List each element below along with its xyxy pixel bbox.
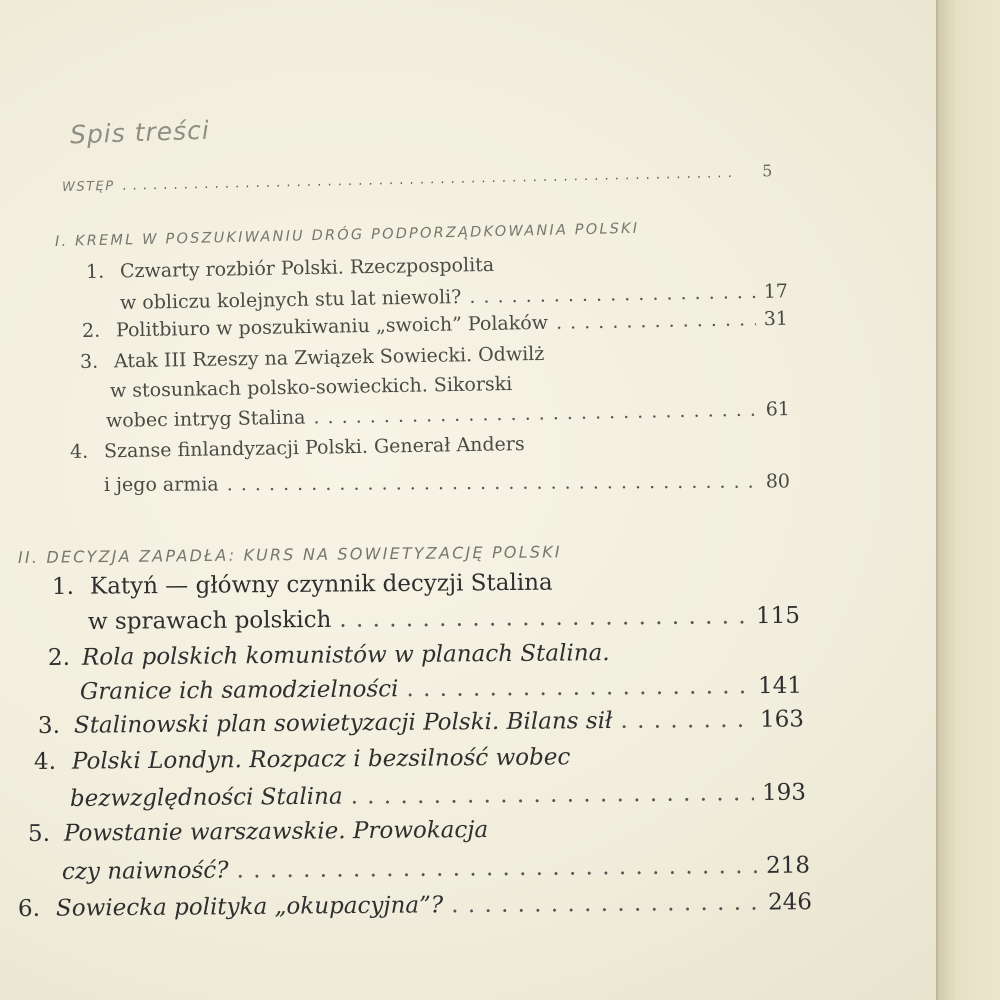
entry-number: 3. — [37, 712, 61, 739]
leader-dots — [351, 780, 755, 810]
page-number: 141 — [757, 672, 803, 700]
entry-line: Polski Londyn. Rozpacz i bezsilność wobec — [71, 744, 571, 775]
leader-dots — [339, 603, 748, 633]
page-number: 5 — [761, 161, 775, 181]
page-number: 115 — [755, 602, 801, 630]
section-heading-2: II. DECYZJA ZAPADŁA: KURS NA SOWIETYZACJĘ POLSKI — [17, 542, 562, 567]
toc-entry-continuation — [104, 470, 790, 496]
entry-line: Czwarty rozbiór Polski. Rzeczpospolita — [119, 253, 495, 283]
entry-line: wobec intryg Stalina — [105, 406, 306, 432]
leader-dots — [620, 707, 752, 734]
entry-number: 6. — [17, 895, 41, 922]
entry-number: 2. — [47, 644, 71, 671]
entry-line: w stosunkach polsko-sowieckich. Sikorski — [109, 372, 513, 402]
leader-dots — [227, 471, 758, 496]
page-number: 218 — [765, 852, 811, 879]
facing-page-edge — [936, 0, 1000, 1000]
entry-number: 3. — [79, 350, 99, 373]
toc-entry-continuation — [110, 368, 790, 402]
page-title: Spis treści — [69, 115, 211, 150]
page-number: 193 — [761, 779, 807, 806]
toc-entry-continuation — [88, 603, 800, 635]
entry-line: bezwzględności Stalina — [69, 783, 343, 812]
entry-number: 5. — [27, 820, 51, 847]
toc-entry — [34, 742, 804, 775]
toc-entry — [28, 814, 804, 847]
page-number: 17 — [763, 280, 789, 303]
toc-entry — [52, 567, 802, 600]
entry-number: 4. — [33, 748, 57, 775]
toc-entry-continuation — [62, 852, 810, 885]
entry-line: Powstanie warszawskie. Prowokacja — [63, 816, 489, 847]
leader-dots — [556, 308, 756, 333]
page-number: 163 — [759, 706, 805, 733]
entry-line: czy naiwność? — [61, 857, 229, 885]
toc-entry-intro — [62, 161, 774, 195]
page-number: 80 — [765, 470, 791, 493]
entry-line: w sprawach polskich — [87, 606, 332, 635]
entry-line: Katyń — główny czynnik decyzji Stalina — [89, 569, 553, 600]
toc-entry — [86, 249, 786, 283]
toc-entry — [18, 889, 812, 922]
page-number: 31 — [763, 307, 789, 331]
entry-line: w obliczu kolejnych stu lat niewoli? — [119, 286, 462, 314]
entry-line: Sowiecka polityka „okupacyjna”? — [55, 892, 444, 922]
section-heading-1: I. KREML W POSZUKIWANIU DRÓG PODPORZĄDKOWANIA POLSKI — [54, 220, 640, 250]
toc-entry — [80, 339, 780, 373]
leader-dots — [122, 166, 736, 194]
page-number: 61 — [765, 398, 791, 421]
entry-number: 1. — [85, 260, 105, 283]
entry-line: Stalinowski plan sowietyzacji Polski. Bilans sił — [73, 707, 613, 739]
entry-label: WSTĘP — [61, 178, 115, 195]
entry-line: Rola polskich komunistów w planach Stalina. — [81, 640, 610, 671]
toc-entry — [38, 706, 804, 739]
page-number: 246 — [767, 889, 813, 916]
toc-entry-continuation — [106, 398, 790, 432]
entry-number: 2. — [81, 319, 101, 342]
toc-entry-continuation — [80, 673, 802, 705]
leader-dots — [451, 890, 760, 919]
leader-dots — [313, 399, 758, 429]
leader-dots — [469, 281, 756, 308]
toc-entry-continuation — [70, 780, 806, 812]
entry-line: Politbiuro w poszukiwaniu „swoich” Polaków — [115, 311, 549, 342]
toc-entry — [48, 638, 798, 671]
leader-dots — [406, 673, 750, 702]
entry-line: Szanse finlandyzacji Polski. Generał Anders — [103, 433, 525, 463]
entry-line: Granice ich samodzielności — [79, 676, 399, 705]
entry-line: i jego armia — [103, 473, 219, 496]
toc-entry — [70, 428, 790, 463]
entry-number: 4. — [69, 440, 89, 463]
entry-line: Atak III Rzeszy na Związek Sowiecki. Odwilż — [113, 342, 545, 373]
leader-dots — [236, 853, 758, 884]
entry-number: 1. — [51, 573, 75, 600]
